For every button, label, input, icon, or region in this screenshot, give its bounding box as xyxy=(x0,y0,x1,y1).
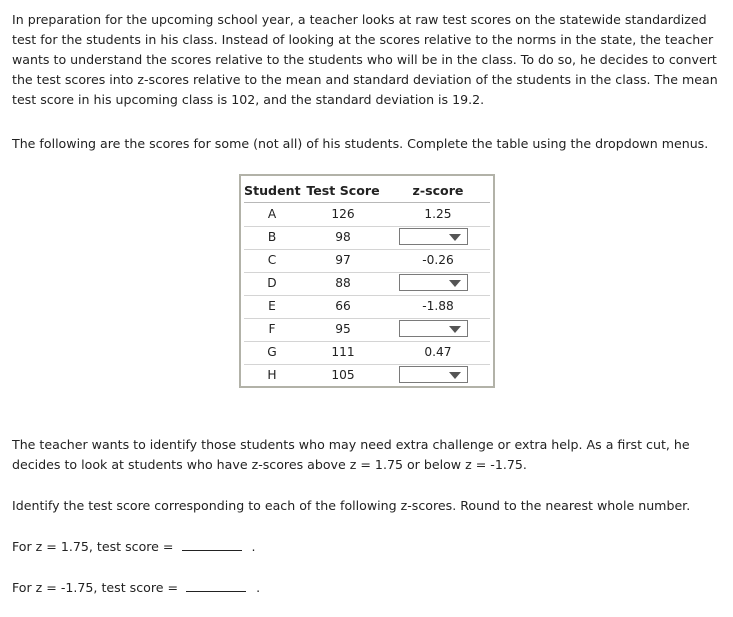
answer-label-2: For z = -1.75, test score = xyxy=(12,580,179,595)
z-score-cell xyxy=(386,272,490,295)
score-cell: 97 xyxy=(335,253,351,267)
student-cell: A xyxy=(267,207,277,221)
z-score-dropdown-b[interactable] xyxy=(399,228,468,245)
answer-input-1[interactable] xyxy=(182,537,242,551)
intro-paragraph: In preparation for the upcoming school year, a teacher looks at raw test scores on the statewide standardized test for the students in his class. Instead of looking at the scores relative to the norms in the state, the teacher wants to understand the scores relative to the students who will be in the class. To do so, he decides to convert the test scores into z-scores relative to the mean and standard deviation of the students in the class. The mean test score in his upcoming class is 102, and the standard deviation is 19.2. xyxy=(12,12,718,107)
student-cell: D xyxy=(267,276,277,290)
challenge-paragraph: The teacher wants to identify those students who may need extra challenge or extra help. As a first cut, he decides to look at students who have z-scores above z = 1.75 or below z = -1.75. xyxy=(12,437,690,472)
z-score-dropdown-d[interactable] xyxy=(399,274,468,291)
answer-line-1 xyxy=(12,537,256,557)
chevron-down-icon[interactable] xyxy=(449,280,461,287)
z-score-cell xyxy=(386,226,490,249)
z-score-cell: 0.47 xyxy=(424,345,452,359)
z-score-dropdown-h[interactable] xyxy=(399,366,468,383)
z-score-cell xyxy=(386,364,490,387)
student-cell: H xyxy=(267,368,277,382)
answer-period-2: . xyxy=(256,580,261,595)
student-cell: B xyxy=(267,230,277,244)
table-row xyxy=(244,226,490,250)
scores-table xyxy=(239,174,495,388)
z-score-cell: 1.25 xyxy=(424,207,452,221)
header-z-score: z-score xyxy=(412,183,464,198)
table-row xyxy=(244,295,490,319)
header-test-score: Test Score xyxy=(306,183,380,198)
table-row xyxy=(244,272,490,296)
score-cell: 66 xyxy=(335,299,351,313)
table-row xyxy=(244,249,490,273)
score-cell: 126 xyxy=(331,207,355,221)
identify-instruction: Identify the test score corresponding to each of the following z-scores. Round to the nearest whole number. xyxy=(12,498,691,513)
z-score-cell xyxy=(386,318,490,341)
answer-line-2 xyxy=(12,578,260,598)
chevron-down-icon[interactable] xyxy=(449,326,461,333)
table-row xyxy=(244,318,490,342)
answer-period-1: . xyxy=(251,539,256,554)
student-cell: C xyxy=(267,253,277,267)
score-cell: 111 xyxy=(331,345,355,359)
score-cell: 98 xyxy=(335,230,351,244)
table-row xyxy=(244,341,490,365)
instruction-text: The following are the scores for some (not all) of his students. Complete the table using the dropdown menus. xyxy=(12,136,709,151)
chevron-down-icon[interactable] xyxy=(449,234,461,241)
z-score-dropdown-f[interactable] xyxy=(399,320,468,337)
student-cell: F xyxy=(268,322,276,336)
z-score-cell: -0.26 xyxy=(422,253,454,267)
table-row xyxy=(244,364,490,387)
answer-input-2[interactable] xyxy=(186,578,246,592)
student-cell: E xyxy=(268,299,276,313)
chevron-down-icon[interactable] xyxy=(449,372,461,379)
student-cell: G xyxy=(267,345,277,359)
header-student: Student xyxy=(244,183,301,198)
answer-label-1: For z = 1.75, test score = xyxy=(12,539,174,554)
table-header xyxy=(244,180,490,203)
score-cell: 95 xyxy=(335,322,351,336)
table-row xyxy=(244,203,490,227)
score-cell: 88 xyxy=(335,276,351,290)
z-score-cell: -1.88 xyxy=(422,299,454,313)
score-cell: 105 xyxy=(331,368,355,382)
